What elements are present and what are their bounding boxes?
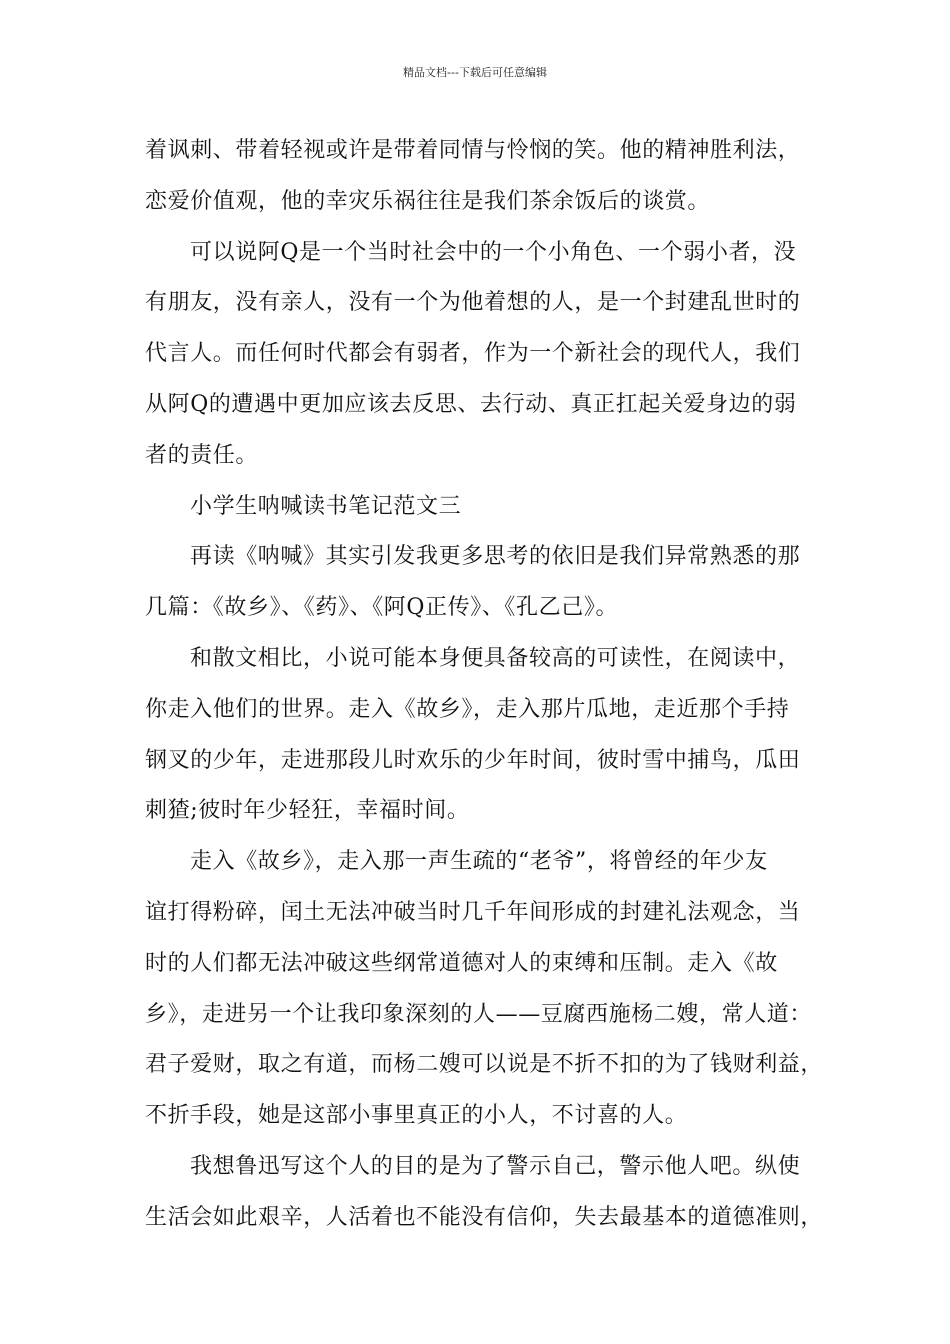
text-line: 代言人。而任何时代都会有弱者，作为一个新社会的现代人，我们 [145,341,801,367]
text-line: 几篇：《故乡》、《药》、《阿Q正传》、《孔乙己》。 [145,595,619,621]
text-line: 生活会如此艰辛，人活着也不能没有信仰，失去最基本的道德准则， [145,1204,824,1230]
text-line: 有朋友，没有亲人，没有一个为他着想的人，是一个封建乱世时的 [145,290,801,316]
text-line: 你走入他们的世界。走入《故乡》，走入那片瓜地，走近那个手持 [145,696,790,722]
page-header: 精品文档---下载后可任意编辑 [403,66,547,79]
text-line: 刺猹;彼时年少轻狂，幸福时间。 [145,798,470,824]
text-line: 从阿Q的遭遇中更加应该去反思、去行动、真正扛起关爱身边的弱 [145,391,797,417]
section-heading: 小学生呐喊读书笔记范文三 [190,493,462,519]
text-line: 者的责任。 [145,442,259,468]
text-line: 可以说阿Q是一个当时社会中的一个小角色、一个弱小者，没 [190,239,797,265]
text-line: 君子爱财，取之有道，而杨二嫂可以说是不折不扣的为了钱财利益， [145,1052,824,1078]
text-line: 乡》，走进另一个让我印象深刻的人——豆腐西施杨二嫂，常人道： [145,1001,813,1027]
text-line: 走入《故乡》，走入那一声生疏的“老爷”，将曾经的年少友 [190,849,768,875]
text-line: 时的人们都无法冲破这些纲常道德对人的束缚和压制。走入《故 [145,950,778,976]
text-line: 恋爱价值观，他的幸灾乐祸往往是我们茶余饭后的谈赏。 [145,188,711,214]
text-line: 不折手段，她是这部小事里真正的小人，不讨喜的人。 [145,1103,688,1129]
text-line: 着讽刺、带着轻视或许是带着同情与怜悯的笑。他的精神胜利法， [145,138,801,163]
document-body [145,126,824,1244]
text-line: 谊打得粉碎，闰土无法冲破当时几千年间形成的封建礼法观念，当 [145,899,801,925]
text-line: 再读《呐喊》其实引发我更多思考的依旧是我们异常熟悉的那 [190,544,801,570]
text-line: 钢叉的少年，走进那段儿时欢乐的少年时间，彼时雪中捕鸟，瓜田 [145,747,801,773]
text-line: 我想鲁迅写这个人的目的是为了警示自己，警示他人吧。纵使 [190,1153,801,1179]
text-line: 和散文相比，小说可能本身便具备较高的可读性，在阅读中， [190,645,801,671]
